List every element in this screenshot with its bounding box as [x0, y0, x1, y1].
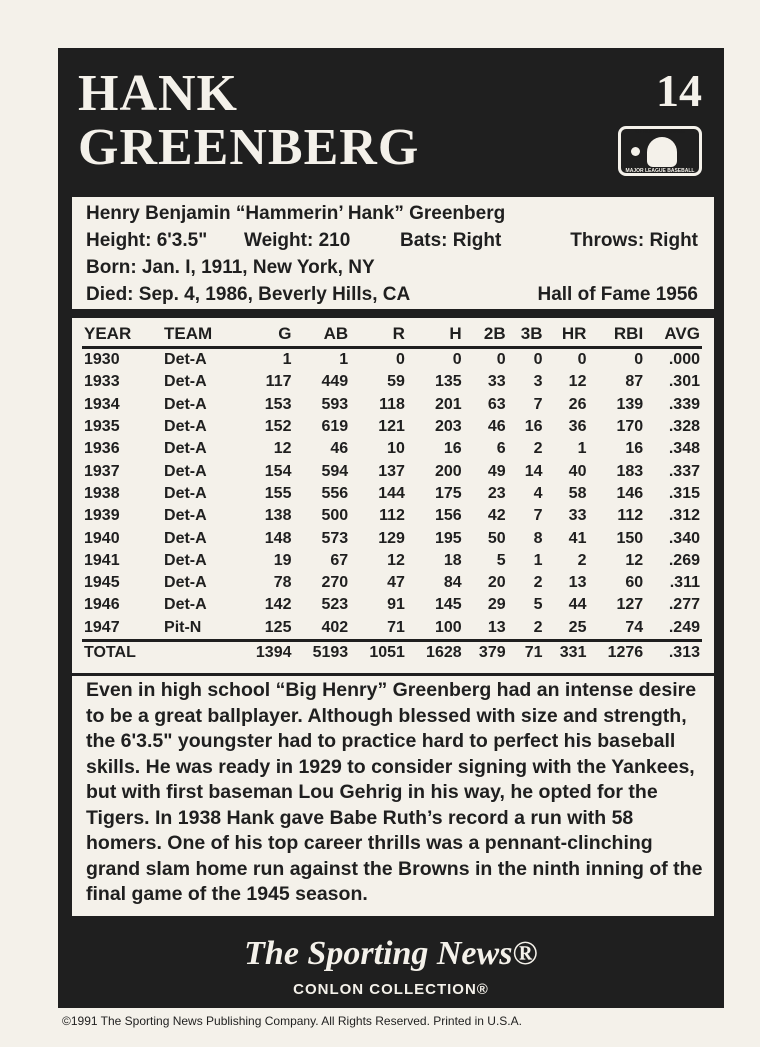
biography-text-panel — [72, 676, 714, 916]
stat-cell: 67 — [330, 551, 349, 569]
stat-cell: 154 — [264, 462, 292, 480]
stat-cell: .301 — [668, 373, 700, 391]
mlb-logo-icon — [618, 126, 702, 176]
stat-cell: 87 — [625, 373, 644, 391]
stat-cell: 201 — [434, 395, 462, 413]
stat-cell — [162, 640, 237, 664]
stat-cell: 7 — [533, 395, 543, 413]
stat-cell: Det-A — [164, 484, 207, 502]
stat-cell: 3 — [533, 373, 543, 391]
stat-cell: 153 — [264, 395, 292, 413]
stat-cell: 170 — [616, 418, 644, 436]
stat-cell: 2 — [577, 551, 587, 569]
stat-cell: 0 — [634, 351, 644, 369]
stat-cell: 16 — [625, 440, 644, 458]
stat-cell: 195 — [434, 529, 462, 547]
stat-cell: Det-A — [164, 596, 207, 614]
stat-cell: 13 — [568, 574, 587, 592]
stat-cell: 379 — [464, 640, 508, 664]
card-header — [58, 48, 724, 193]
bio-died: Died: Sep. 4, 1986, Beverly Hills, CA — [86, 284, 411, 305]
stat-cell: 1946 — [84, 596, 120, 614]
stat-cell: 71 — [508, 640, 545, 664]
bio-born: Born: Jan. I, 1911, New York, NY — [86, 257, 375, 278]
stat-cell: .340 — [668, 529, 700, 547]
col-header: YEAR — [82, 324, 162, 348]
stat-cell: Det-A — [164, 551, 207, 569]
stat-cell: 6 — [496, 440, 506, 458]
stat-cell: 2 — [533, 440, 543, 458]
stat-cell: 1937 — [84, 462, 120, 480]
bio-full-name: Henry Benjamin “Hammerin’ Hank” Greenberg — [86, 203, 506, 224]
bio-bats: Bats: Right — [400, 230, 502, 251]
col-header: TEAM — [162, 324, 237, 348]
biography-text: Even in high school “Big Henry” Greenberg had an intense desire to be a great ballplayer. Although blessed with size and strength, the 6'3.5" youngster had to practice hard to perfect his baseball skills. He was ready in 1929 to consider signing with the Yankees, but with first baseman Lou Gehrig in his way, he opted for the Tigers. In 1938 Hank gave Babe Ruth’s record a run with 58 homers. One of his top career thrills was a pennant-clinching grand slam home run against the Browns in the ninth inning of the final game of the 1945 season. — [86, 679, 703, 905]
stat-cell: 1947 — [84, 618, 120, 636]
stat-cell: 500 — [321, 507, 349, 525]
stat-cell: 1276 — [588, 640, 645, 664]
stat-cell: 46 — [487, 418, 506, 436]
stat-cell: 12 — [568, 373, 587, 391]
stat-cell: 16 — [524, 418, 543, 436]
stat-cell: 200 — [434, 462, 462, 480]
stat-cell: 183 — [616, 462, 644, 480]
stat-cell: Det-A — [164, 351, 207, 369]
stat-cell: 91 — [387, 596, 405, 614]
stat-cell: 402 — [321, 618, 349, 636]
stat-cell: 1938 — [84, 484, 120, 502]
stat-cell: 100 — [434, 618, 462, 636]
stat-cell: 84 — [443, 574, 462, 592]
stat-cell: 36 — [568, 418, 587, 436]
stat-cell: 16 — [443, 440, 462, 458]
stat-cell: 0 — [577, 351, 587, 369]
stat-cell: 25 — [568, 618, 587, 636]
conlon-collection-label: CONLON COLLECTION® — [293, 981, 489, 998]
stat-cell: 449 — [321, 373, 349, 391]
stat-cell: 145 — [434, 596, 462, 614]
stats-row — [82, 438, 702, 460]
stats-row — [82, 394, 702, 416]
stat-cell: Det-A — [164, 574, 207, 592]
stat-cell: 1 — [533, 551, 543, 569]
stat-cell: 117 — [265, 373, 292, 391]
stat-cell: 118 — [379, 395, 405, 413]
sporting-news-brand: The Sporting News® — [244, 935, 538, 972]
stat-cell: 619 — [321, 418, 349, 436]
col-header: 3B — [508, 324, 545, 348]
stat-cell: 203 — [434, 418, 462, 436]
col-header: RBI — [588, 324, 645, 348]
stat-cell: 175 — [434, 484, 462, 502]
stat-cell: 331 — [544, 640, 588, 664]
player-first-name: HANK — [78, 65, 238, 122]
stat-cell: 135 — [434, 373, 462, 391]
stat-cell: 74 — [625, 618, 644, 636]
stat-cell: 29 — [487, 596, 506, 614]
stats-row — [82, 348, 702, 372]
stat-cell: .348 — [668, 440, 700, 458]
stat-cell: 63 — [487, 395, 506, 413]
stat-cell: 150 — [616, 529, 644, 547]
bio-panel — [72, 197, 714, 309]
stat-cell: Det-A — [164, 418, 207, 436]
bio-height: Height: 6'3.5" — [86, 230, 208, 251]
stat-cell: 40 — [568, 462, 587, 480]
logo-bottom-text: MAJOR LEAGUE BASEBALL — [625, 168, 695, 174]
stat-cell: .000 — [668, 351, 700, 369]
stat-cell: .339 — [668, 395, 700, 413]
stat-cell: 46 — [330, 440, 349, 458]
col-header: AB — [293, 324, 350, 348]
stat-cell: 23 — [487, 484, 506, 502]
stat-cell: 1 — [339, 351, 349, 369]
stat-cell: Det-A — [164, 395, 207, 413]
stat-cell: 50 — [487, 529, 506, 547]
logo-batter-silhouette — [647, 137, 677, 167]
stat-cell: 19 — [273, 551, 292, 569]
stat-cell: 2 — [533, 618, 543, 636]
stat-cell: 5193 — [293, 640, 350, 664]
col-header: HR — [544, 324, 588, 348]
stat-cell: 1933 — [84, 373, 120, 391]
player-last-name: GREENBERG — [78, 119, 420, 176]
stat-cell: .312 — [668, 507, 700, 525]
stats-row — [82, 460, 702, 482]
stat-cell: 1628 — [407, 640, 464, 664]
stats-row — [82, 505, 702, 527]
stat-cell: 8 — [533, 529, 543, 547]
stat-cell: 594 — [321, 462, 349, 480]
stat-cell: 14 — [524, 462, 543, 480]
stats-row — [82, 483, 702, 505]
stat-cell: .313 — [645, 640, 702, 664]
stat-cell: 156 — [434, 507, 462, 525]
stat-cell: 2 — [533, 574, 543, 592]
stat-cell: TOTAL — [82, 640, 162, 664]
stat-cell: 0 — [396, 351, 405, 369]
stat-cell: 144 — [378, 484, 405, 502]
stat-cell: 59 — [387, 373, 405, 391]
col-header: H — [407, 324, 464, 348]
stat-cell: Det-A — [164, 462, 207, 480]
stat-cell: 12 — [273, 440, 292, 458]
stat-cell: 33 — [487, 373, 506, 391]
stats-row — [82, 617, 702, 641]
stats-row — [82, 527, 702, 549]
stat-cell: Det-A — [164, 529, 207, 547]
stat-cell: 0 — [452, 351, 462, 369]
stat-cell: 71 — [387, 618, 405, 636]
stat-cell: 556 — [321, 484, 349, 502]
stat-cell: 1394 — [237, 640, 294, 664]
stat-cell: 1935 — [84, 418, 120, 436]
stat-cell: 112 — [617, 507, 644, 525]
stat-cell: Pit-N — [164, 618, 202, 636]
stat-cell: 13 — [487, 618, 506, 636]
card-number: 14 — [656, 65, 702, 116]
stats-row — [82, 550, 702, 572]
stat-cell: 1945 — [84, 574, 120, 592]
stat-cell: 20 — [487, 574, 506, 592]
stat-cell: 5 — [533, 596, 543, 614]
stat-cell: .311 — [669, 574, 700, 592]
stat-cell: 1 — [577, 440, 587, 458]
stat-cell: 1940 — [84, 529, 120, 547]
stat-cell: 152 — [264, 418, 292, 436]
stats-panel — [72, 318, 714, 673]
stats-body — [82, 348, 702, 665]
col-header: 2B — [464, 324, 508, 348]
col-header: AVG — [645, 324, 702, 348]
stat-cell: 49 — [487, 462, 506, 480]
stat-cell: 58 — [568, 484, 587, 502]
logo-ball — [631, 147, 640, 156]
stat-cell: 1934 — [84, 395, 120, 413]
stat-cell: 121 — [378, 418, 405, 436]
stat-cell: 125 — [264, 618, 292, 636]
stat-cell: 148 — [264, 529, 292, 547]
stats-row — [82, 416, 702, 438]
stat-cell: .328 — [668, 418, 700, 436]
stat-cell: 12 — [387, 551, 405, 569]
stat-cell: 573 — [321, 529, 349, 547]
stats-total-row — [82, 640, 702, 664]
stat-cell: 270 — [321, 574, 349, 592]
stat-cell: 26 — [568, 395, 587, 413]
stat-cell: 1051 — [350, 640, 407, 664]
stat-cell: 0 — [533, 351, 543, 369]
stats-row — [82, 371, 702, 393]
stat-cell: 137 — [378, 462, 405, 480]
stat-cell: 1939 — [84, 507, 120, 525]
career-stats-table — [82, 324, 702, 664]
stat-cell: 41 — [568, 529, 587, 547]
stat-cell: Det-A — [164, 440, 207, 458]
stat-cell: 155 — [264, 484, 292, 502]
stat-cell: 33 — [568, 507, 587, 525]
stat-cell: 78 — [273, 574, 292, 592]
stat-cell: 1930 — [84, 351, 120, 369]
stat-cell: .249 — [668, 618, 700, 636]
bio-weight: Weight: 210 — [244, 230, 351, 251]
stat-cell: 139 — [616, 395, 644, 413]
stat-cell: 1936 — [84, 440, 120, 458]
stat-cell: Det-A — [164, 507, 207, 525]
stat-cell: 10 — [387, 440, 405, 458]
stat-cell: 1941 — [84, 551, 120, 569]
stat-cell: 44 — [568, 596, 587, 614]
stat-cell: 4 — [533, 484, 543, 502]
stat-cell: 142 — [264, 596, 292, 614]
stat-cell: 7 — [533, 507, 543, 525]
stat-cell: 5 — [496, 551, 506, 569]
stat-cell: .337 — [668, 462, 700, 480]
bio-hall-of-fame: Hall of Fame 1956 — [537, 284, 698, 305]
bio-throws: Throws: Right — [570, 230, 698, 251]
col-header: G — [237, 324, 294, 348]
stat-cell: 138 — [264, 507, 292, 525]
stat-cell: 146 — [616, 484, 644, 502]
stat-cell: 42 — [487, 507, 506, 525]
stat-cell: 1 — [282, 351, 292, 369]
stat-cell: 60 — [625, 574, 644, 592]
stat-cell: 523 — [321, 596, 349, 614]
stat-cell: 112 — [379, 507, 405, 525]
col-header: R — [350, 324, 407, 348]
stat-cell: 12 — [625, 551, 644, 569]
stat-cell: 0 — [496, 351, 506, 369]
stats-row — [82, 572, 702, 594]
logo-top-text: OFFICIAL LICENSEE — [635, 129, 685, 135]
stat-cell: 593 — [321, 395, 349, 413]
stats-row — [82, 594, 702, 616]
stat-cell: 129 — [378, 529, 405, 547]
stats-header-row — [82, 324, 702, 348]
stat-cell: 18 — [443, 551, 462, 569]
stat-cell: .277 — [668, 596, 700, 614]
stat-cell: .269 — [668, 551, 700, 569]
stat-cell: 127 — [616, 596, 644, 614]
stat-cell: 47 — [387, 574, 405, 592]
stat-cell: .315 — [668, 484, 700, 502]
copyright-line: ©1991 The Sporting News Publishing Company. All Rights Reserved. Printed in U.S.A. — [62, 1014, 522, 1028]
stat-cell: Det-A — [164, 373, 207, 391]
